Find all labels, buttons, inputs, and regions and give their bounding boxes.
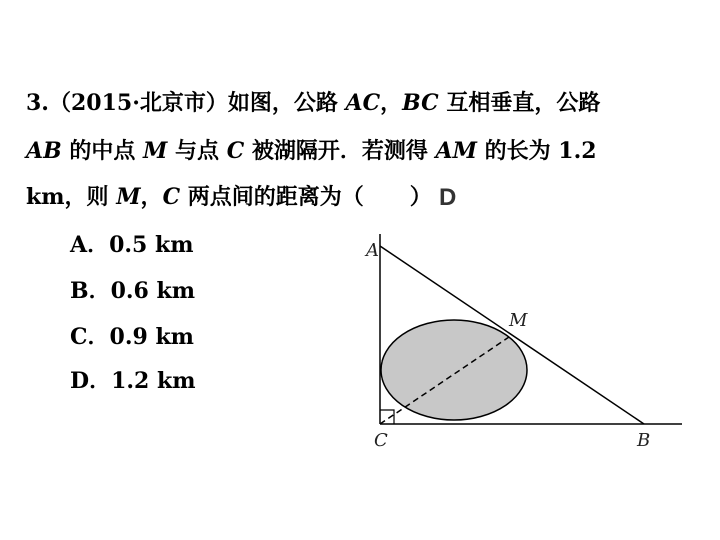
point-b-label: B <box>637 430 651 451</box>
question-text: 互相垂直，公路 <box>438 90 601 116</box>
point-m-label: M <box>116 184 141 210</box>
answer-letter: D <box>439 184 457 211</box>
point-m-label: M <box>143 138 168 164</box>
question-text: 的长为 1.2 <box>476 138 597 164</box>
question-text: 的中点 <box>61 138 143 164</box>
point-m-label: M <box>509 310 528 331</box>
road-bc-label: BC <box>402 90 439 116</box>
road-ab-label: AB <box>26 138 62 164</box>
option-b[interactable]: B．0.6 km <box>70 278 196 304</box>
question-text: ， <box>380 90 403 116</box>
lake-ellipse <box>381 320 527 420</box>
option-a[interactable]: A．0.5 km <box>70 232 194 258</box>
point-a-label: A <box>366 240 379 261</box>
segment-am-label: AM <box>435 138 477 164</box>
point-c-label: C <box>226 138 245 164</box>
question-text: ， <box>140 184 163 210</box>
question-text: 与点 <box>167 138 227 164</box>
point-c-label: C <box>162 184 181 210</box>
question-text: 3.（2015·北京市）如图，公路 <box>26 90 346 116</box>
point-c-label: C <box>374 430 388 451</box>
question-text: 两点间的距离为（ <box>180 184 364 210</box>
question-text: ） <box>409 184 432 210</box>
question-text: km，则 <box>26 184 117 210</box>
option-c[interactable]: C．0.9 km <box>70 324 194 350</box>
question-text: 被湖隔开．若测得 <box>244 138 436 164</box>
road-ac-label: AC <box>345 90 381 116</box>
option-d[interactable]: D．1.2 km <box>70 368 196 394</box>
